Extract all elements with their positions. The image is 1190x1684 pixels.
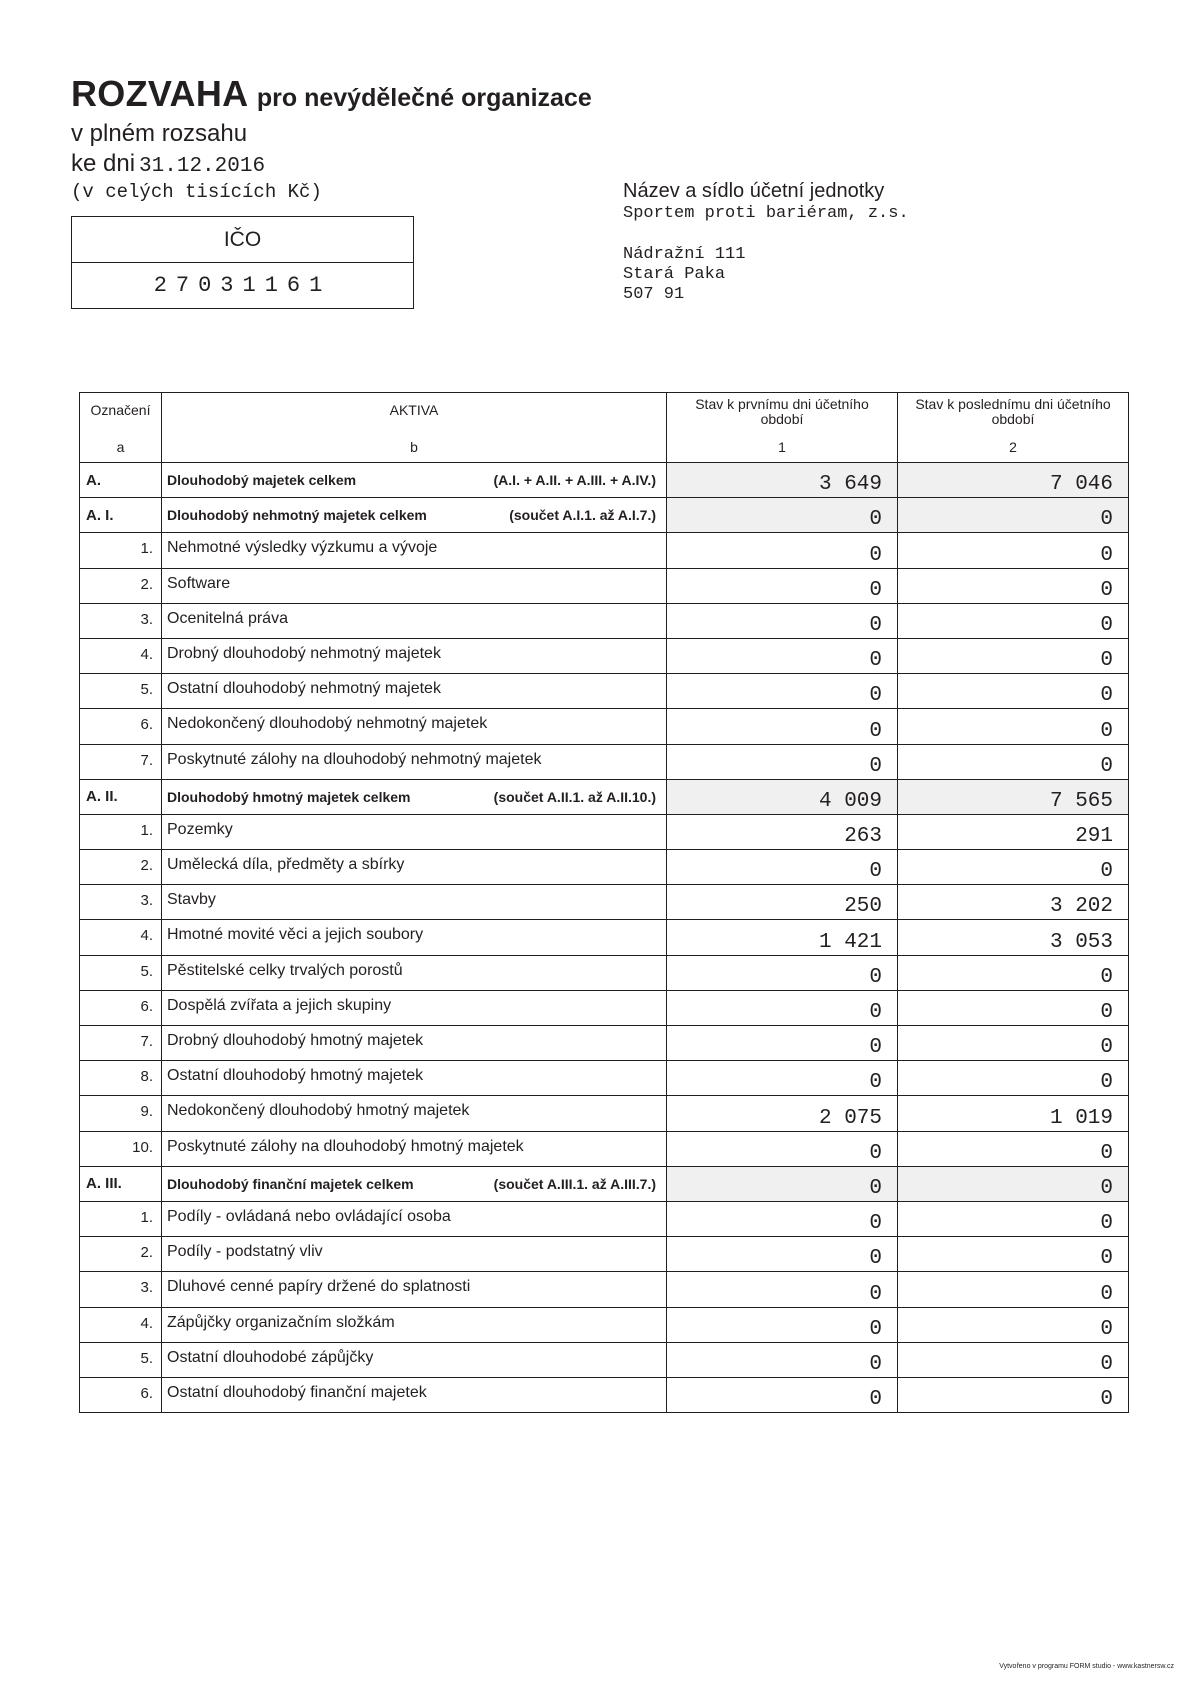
title-rozvaha: ROZVAHA <box>71 73 249 114</box>
row-value-last: 0 <box>898 1201 1129 1236</box>
organization-heading: Název a sídlo účetní jednotky <box>623 180 885 202</box>
row-code: A. II. <box>80 779 162 814</box>
row-value-last: 0 <box>898 1342 1129 1377</box>
row-value-last: 0 <box>898 603 1129 638</box>
row-name: Podíly - ovládaná nebo ovládající osoba <box>162 1201 667 1236</box>
table-row <box>80 885 1129 920</box>
table-row <box>80 1272 1129 1307</box>
table-total-row <box>80 779 1129 814</box>
row-value-first: 0 <box>667 674 898 709</box>
row-value-first: 0 <box>667 638 898 673</box>
row-value-last: 0 <box>898 498 1129 533</box>
row-name: Ostatní dlouhodobý hmotný majetek <box>162 1061 667 1096</box>
table-row <box>80 920 1129 955</box>
table-header-row <box>80 393 1129 463</box>
row-value-last: 1 019 <box>898 1096 1129 1131</box>
table-row <box>80 850 1129 885</box>
row-name: Ostatní dlouhodobý nehmotný majetek <box>162 674 667 709</box>
table-row <box>80 1342 1129 1377</box>
balance-sheet-table <box>79 392 1129 1413</box>
row-value-first: 3 649 <box>667 463 898 498</box>
header-sub-1: 1 <box>778 438 786 455</box>
row-name: Ostatní dlouhodobý finanční majetek <box>162 1377 667 1412</box>
row-value-last: 0 <box>898 1377 1129 1412</box>
row-name: Dlouhodobý nehmotný majetek celkem <box>167 507 427 524</box>
row-value-first: 4 009 <box>667 779 898 814</box>
row-value-first: 1 421 <box>667 920 898 955</box>
date-prefix: ke dni <box>71 150 136 177</box>
footer-credit: Vytvořeno v programu FORM studio - www.kastnersw.cz <box>999 1663 1174 1670</box>
row-code: 10. <box>80 1131 162 1166</box>
row-value-first: 263 <box>667 814 898 849</box>
row-name: Software <box>162 568 667 603</box>
row-value-last: 7 046 <box>898 463 1129 498</box>
row-value-first: 0 <box>667 533 898 568</box>
row-value-first: 0 <box>667 709 898 744</box>
row-value-first: 0 <box>667 1342 898 1377</box>
row-code: A. III. <box>80 1166 162 1201</box>
row-code: 2. <box>80 568 162 603</box>
row-code: 3. <box>80 1272 162 1307</box>
row-name: Nedokončený dlouhodobý nehmotný majetek <box>162 709 667 744</box>
row-name: Nedokončený dlouhodobý hmotný majetek <box>162 1096 667 1131</box>
header-first-cell <box>667 393 898 463</box>
row-code: 5. <box>80 674 162 709</box>
row-name: Umělecká díla, předměty a sbírky <box>162 850 667 885</box>
row-value-first: 0 <box>667 1272 898 1307</box>
table-row <box>80 568 1129 603</box>
table-row <box>80 1131 1129 1166</box>
date-value: 31.12.2016 <box>139 155 266 178</box>
row-name: Stavby <box>162 885 667 920</box>
document-title <box>71 73 592 114</box>
row-code: 2. <box>80 850 162 885</box>
table-total-row <box>80 463 1129 498</box>
row-name: Dlouhodobý hmotný majetek celkem <box>167 788 411 805</box>
row-name: Pozemky <box>162 814 667 849</box>
row-name: Drobný dlouhodobý nehmotný majetek <box>162 638 667 673</box>
organization-zip: 507 91 <box>623 285 685 304</box>
row-name: Nehmotné výsledky výzkumu a vývoje <box>162 533 667 568</box>
row-value-first: 0 <box>667 955 898 990</box>
header-name-cell <box>162 393 667 463</box>
row-name: Dlouhodobý majetek celkem <box>167 472 357 489</box>
row-value-last: 0 <box>898 1237 1129 1272</box>
report-date <box>71 152 265 177</box>
row-name: Poskytnuté zálohy na dlouhodobý nehmotný majetek <box>162 744 667 779</box>
row-code: 9. <box>80 1096 162 1131</box>
header-sub-a: a <box>116 438 125 455</box>
organization-city: Stará Paka <box>623 265 726 284</box>
row-name: Ocenitelná práva <box>162 603 667 638</box>
row-value-last: 3 053 <box>898 920 1129 955</box>
row-name: Hmotné movité věci a jejich soubory <box>162 920 667 955</box>
ico-box <box>71 216 414 309</box>
row-code: 3. <box>80 603 162 638</box>
row-value-first: 0 <box>667 568 898 603</box>
row-value-last: 0 <box>898 850 1129 885</box>
row-name: Dluhové cenné papíry držené do splatnosti <box>162 1272 667 1307</box>
header-aktiva: AKTIVA <box>389 402 439 418</box>
row-code: 4. <box>80 920 162 955</box>
row-value-first: 0 <box>667 603 898 638</box>
row-name: Ostatní dlouhodobé zápůjčky <box>162 1342 667 1377</box>
table-row <box>80 709 1129 744</box>
row-code: 4. <box>80 638 162 673</box>
table-row <box>80 990 1129 1025</box>
row-value-last: 0 <box>898 744 1129 779</box>
row-code: 6. <box>80 990 162 1025</box>
row-value-first: 0 <box>667 1307 898 1342</box>
header-code: Označení <box>90 402 151 418</box>
row-total-label <box>167 507 666 523</box>
table-row <box>80 744 1129 779</box>
row-name-cell <box>162 498 667 533</box>
row-code: 8. <box>80 1061 162 1096</box>
row-name: Dospělá zvířata a jejich skupiny <box>162 990 667 1025</box>
row-code: 7. <box>80 1026 162 1061</box>
row-value-last: 0 <box>898 990 1129 1025</box>
header-first-day: Stav k prvnímu dni účetního období <box>695 396 869 428</box>
row-name: Dlouhodobý finanční majetek celkem <box>167 1175 414 1192</box>
row-value-last: 0 <box>898 533 1129 568</box>
row-name: Zápůjčky organizačním složkám <box>162 1307 667 1342</box>
row-value-last: 0 <box>898 674 1129 709</box>
row-name-cell <box>162 1166 667 1201</box>
row-code: 5. <box>80 955 162 990</box>
table-row <box>80 955 1129 990</box>
scope-subtitle: v plném rozsahu <box>71 120 248 147</box>
table-row <box>80 638 1129 673</box>
row-value-last: 291 <box>898 814 1129 849</box>
row-code: 2. <box>80 1237 162 1272</box>
row-value-first: 0 <box>667 1026 898 1061</box>
row-value-first: 0 <box>667 990 898 1025</box>
row-formula: (součet A.III.1. až A.III.7.) <box>493 1175 656 1192</box>
ico-label: IČO <box>72 217 413 263</box>
row-name: Poskytnuté zálohy na dlouhodobý hmotný majetek <box>162 1131 667 1166</box>
row-value-last: 0 <box>898 1307 1129 1342</box>
table-row <box>80 603 1129 638</box>
row-code: 1. <box>80 1201 162 1236</box>
row-formula: (součet A.I.1. až A.I.7.) <box>509 507 656 524</box>
table-row <box>80 1201 1129 1236</box>
row-formula: (součet A.II.1. až A.II.10.) <box>493 788 656 805</box>
row-value-first: 250 <box>667 885 898 920</box>
units-note: (v celých tisících Kč) <box>71 181 322 203</box>
row-code: 5. <box>80 1342 162 1377</box>
row-value-last: 0 <box>898 709 1129 744</box>
row-name: Pěstitelské celky trvalých porostů <box>162 955 667 990</box>
row-value-first: 0 <box>667 850 898 885</box>
row-value-first: 0 <box>667 744 898 779</box>
row-code: 6. <box>80 709 162 744</box>
row-name: Drobný dlouhodobý hmotný majetek <box>162 1026 667 1061</box>
row-value-last: 7 565 <box>898 779 1129 814</box>
row-total-label <box>167 789 666 805</box>
row-total-label <box>167 1176 666 1192</box>
row-code: 4. <box>80 1307 162 1342</box>
header-sub-b: b <box>410 438 418 455</box>
ico-value: 27031161 <box>153 273 332 298</box>
table-row <box>80 1026 1129 1061</box>
row-name-cell <box>162 779 667 814</box>
organization-street: Nádražní 111 <box>623 245 746 264</box>
header-last-cell <box>898 393 1129 463</box>
row-code: 1. <box>80 814 162 849</box>
row-value-first: 2 075 <box>667 1096 898 1131</box>
row-value-last: 0 <box>898 1166 1129 1201</box>
row-value-last: 0 <box>898 1061 1129 1096</box>
row-name-cell <box>162 463 667 498</box>
row-value-first: 0 <box>667 1237 898 1272</box>
table-row <box>80 1096 1129 1131</box>
table-row <box>80 1061 1129 1096</box>
organization-name: Sportem proti bariéram, z.s. <box>623 204 909 223</box>
row-value-first: 0 <box>667 1201 898 1236</box>
table-row <box>80 1237 1129 1272</box>
row-value-first: 0 <box>667 1061 898 1096</box>
table-row <box>80 674 1129 709</box>
row-value-first: 0 <box>667 1166 898 1201</box>
table-row <box>80 1307 1129 1342</box>
row-code: A. I. <box>80 498 162 533</box>
row-code: 3. <box>80 885 162 920</box>
row-value-last: 0 <box>898 1272 1129 1307</box>
row-code: 1. <box>80 533 162 568</box>
row-code: 7. <box>80 744 162 779</box>
table-total-row <box>80 498 1129 533</box>
row-value-last: 0 <box>898 1131 1129 1166</box>
row-total-label <box>167 472 666 488</box>
row-value-last: 0 <box>898 638 1129 673</box>
header-code-cell <box>80 393 162 463</box>
table-row <box>80 1377 1129 1412</box>
header-sub-2: 2 <box>1009 438 1017 455</box>
table-row <box>80 533 1129 568</box>
row-code: A. <box>80 463 162 498</box>
header-last-day: Stav k poslednímu dni účetního období <box>915 396 1111 428</box>
row-value-first: 0 <box>667 498 898 533</box>
title-organization-type: pro nevýdělečné organizace <box>256 84 592 112</box>
table-total-row <box>80 1166 1129 1201</box>
row-value-last: 0 <box>898 955 1129 990</box>
row-name: Podíly - podstatný vliv <box>162 1237 667 1272</box>
table-row <box>80 814 1129 849</box>
row-value-last: 0 <box>898 568 1129 603</box>
row-value-last: 0 <box>898 1026 1129 1061</box>
row-code: 6. <box>80 1377 162 1412</box>
row-value-last: 3 202 <box>898 885 1129 920</box>
row-value-first: 0 <box>667 1131 898 1166</box>
row-formula: (A.I. + A.II. + A.III. + A.IV.) <box>493 472 656 489</box>
row-value-first: 0 <box>667 1377 898 1412</box>
